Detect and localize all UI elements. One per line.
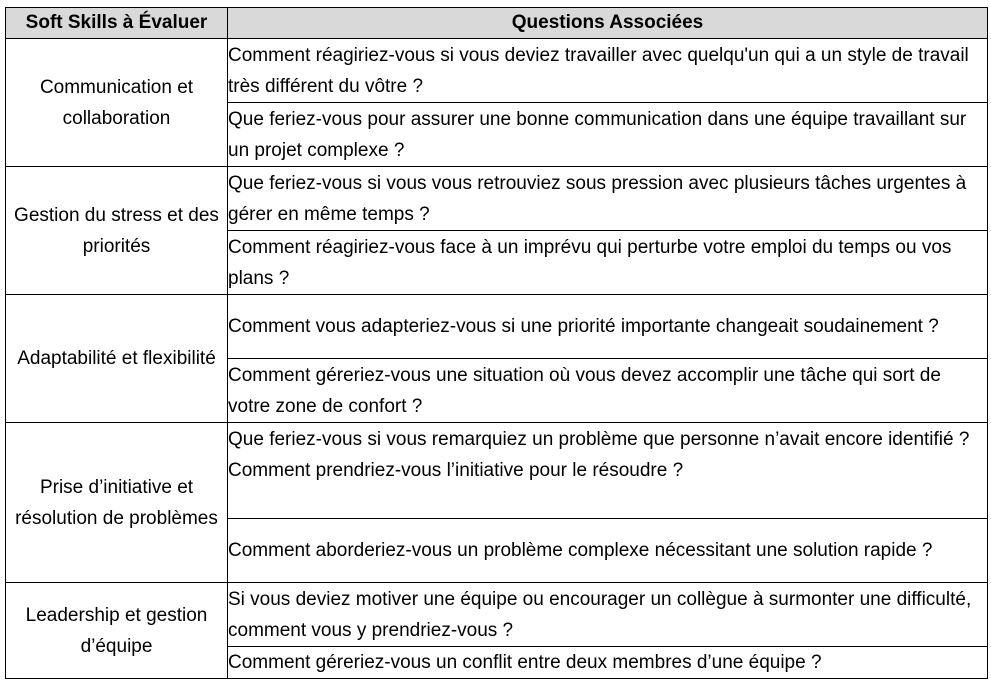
table-row	[6, 423, 988, 519]
soft-skills-table	[5, 7, 988, 679]
header-questions: Questions Associées	[228, 8, 988, 39]
table-row	[6, 295, 988, 359]
skill-cell: Gestion du stress et des priorités	[6, 167, 228, 295]
question-cell: Comment réagiriez-vous face à un imprévu qui perturbe votre emploi du temps ou vos plans ?	[228, 231, 988, 295]
question-cell: Comment géreriez-vous une situation où vous devez accomplir une tâche qui sort de votre zone de confort ?	[228, 359, 988, 423]
question-cell: Comment aborderiez-vous un problème complexe nécessitant une solution rapide ?	[228, 519, 988, 583]
question-cell: Comment vous adapteriez-vous si une priorité importante changeait soudainement ?	[228, 295, 988, 359]
skill-cell: Leadership et gestion d’équipe	[6, 583, 228, 679]
table-row	[6, 583, 988, 647]
skill-cell: Communication et collaboration	[6, 39, 228, 167]
question-cell: Si vous deviez motiver une équipe ou encourager un collègue à surmonter une difficulté, comment vous y prendriez-vous ?	[228, 583, 988, 647]
question-cell: Comment géreriez-vous un conflit entre deux membres d’une équipe ?	[228, 647, 988, 679]
question-cell: Que feriez-vous pour assurer une bonne communication dans une équipe travaillant sur un projet complexe ?	[228, 103, 988, 167]
skill-cell: Prise d’initiative et résolution de problèmes	[6, 423, 228, 583]
table-row	[6, 39, 988, 103]
table-row	[6, 167, 988, 231]
skill-cell: Adaptabilité et flexibilité	[6, 295, 228, 423]
header-row	[6, 8, 988, 39]
header-skill: Soft Skills à Évaluer	[6, 8, 228, 39]
question-cell: Que feriez-vous si vous vous retrouviez sous pression avec plusieurs tâches urgentes à gérer en même temps ?	[228, 167, 988, 231]
question-cell: Comment réagiriez-vous si vous deviez travailler avec quelqu'un qui a un style de travail très différent du vôtre ?	[228, 39, 988, 103]
question-cell: Que feriez-vous si vous remarquiez un problème que personne n’avait encore identifié ? Comment prendriez-vous l’initiative pour le résoudre ?	[228, 423, 988, 519]
